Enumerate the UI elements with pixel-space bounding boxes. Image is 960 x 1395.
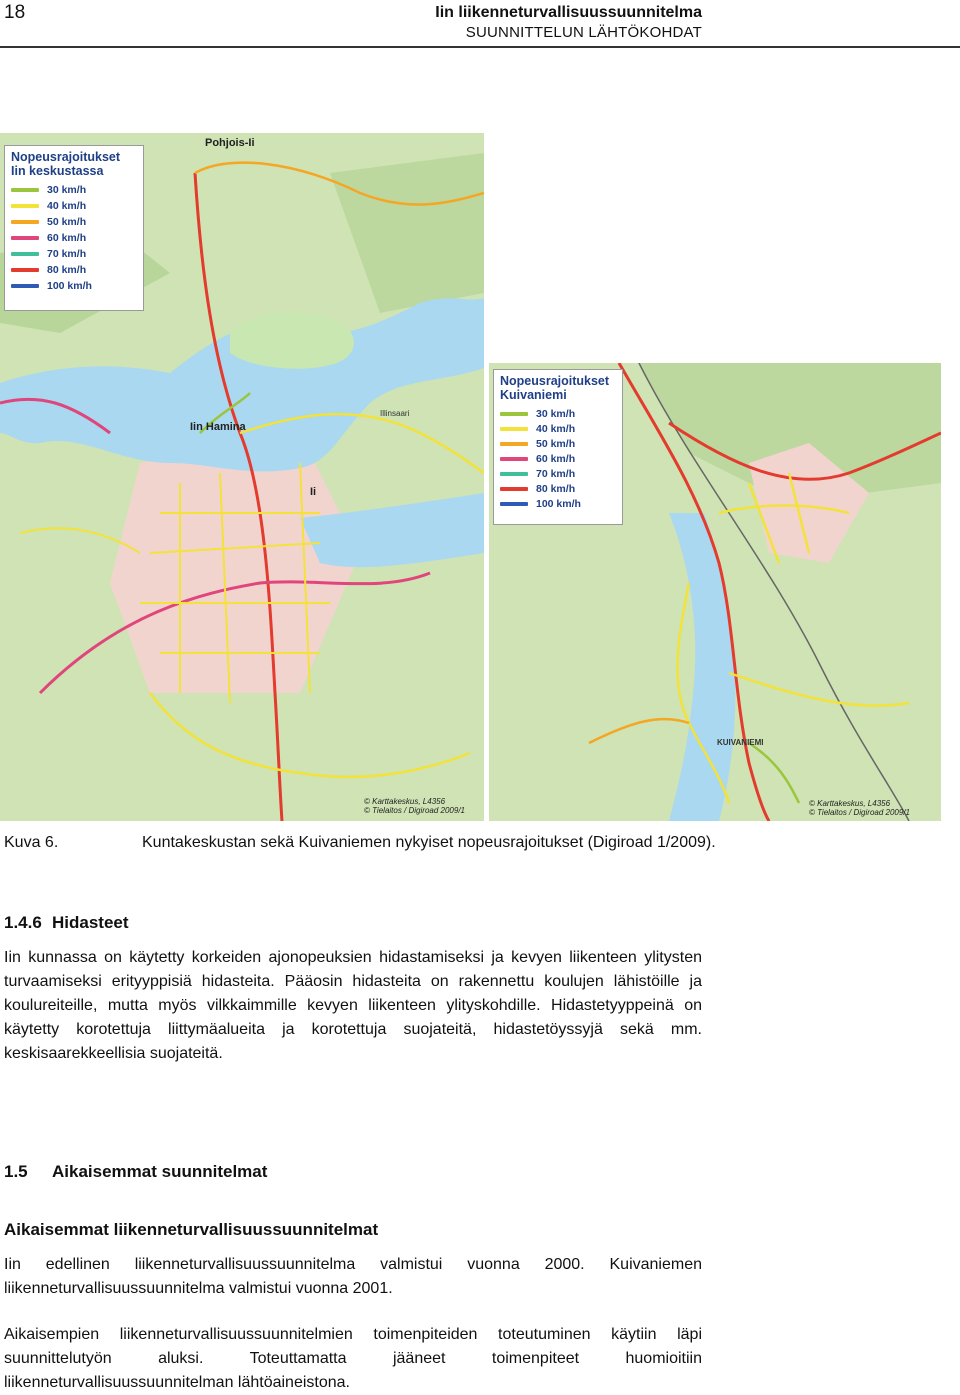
legend-label: 70 km/h bbox=[47, 248, 87, 260]
paragraph-hidasteet bbox=[4, 946, 702, 1066]
legend-ii bbox=[4, 145, 144, 311]
legend-label: 40 km/h bbox=[536, 422, 576, 435]
copyright-line: © Tielaitos / Digiroad 2009/1 bbox=[809, 808, 910, 817]
legend-kuivaniemi bbox=[493, 369, 623, 525]
place-label: Pohjois-Ii bbox=[205, 137, 255, 149]
legend-swatch bbox=[500, 442, 528, 446]
legend-label: 60 km/h bbox=[47, 232, 87, 244]
copyright-line: © Karttakeskus, L4356 bbox=[809, 799, 891, 808]
paragraph-review bbox=[4, 1323, 702, 1395]
section-title: Aikaisemmat suunnitelmat bbox=[52, 1162, 268, 1181]
legend-swatch bbox=[11, 236, 39, 240]
paragraph-previous-plans bbox=[4, 1253, 702, 1301]
paragraph-text: Aikaisempien liikenneturvallisuussuunnitelmien toimenpiteiden toteutuminen käytiin läpi suunnittelutyön aluksi. Toteuttamatta jääneet toimenpiteet huomioitiin liikenneturvallisuussuunnitelman lähtöaineistona. bbox=[4, 1326, 702, 1391]
place-label: Iin Hamina bbox=[190, 421, 246, 433]
legend-label: 50 km/h bbox=[536, 437, 576, 450]
legend-label: 60 km/h bbox=[536, 452, 576, 465]
legend-label: 80 km/h bbox=[47, 264, 87, 276]
caption-label: Kuva 6. bbox=[4, 834, 59, 851]
legend-swatch bbox=[500, 457, 528, 461]
map-copyright bbox=[809, 799, 910, 817]
legend-swatch bbox=[500, 472, 528, 476]
copyright-line: © Tielaitos / Digiroad 2009/1 bbox=[364, 806, 465, 815]
document-subtitle: SUUNNITTELUN LÄHTÖKOHDAT bbox=[465, 24, 702, 41]
legend-label: 100 km/h bbox=[47, 280, 92, 292]
place-label: KUIVANIEMI bbox=[717, 738, 764, 747]
legend-title-line2: Kuivaniemi bbox=[500, 388, 567, 402]
page-number: 18 bbox=[4, 2, 26, 23]
section-number: 1.5 bbox=[4, 1162, 28, 1181]
legend-swatch bbox=[11, 188, 39, 192]
legend-swatch bbox=[11, 268, 39, 272]
caption-text: Kuntakeskustan sekä Kuivaniemen nykyiset nopeusrajoitukset (Digiroad 1/2009). bbox=[142, 834, 716, 851]
place-label: Illinsaari bbox=[380, 409, 410, 418]
map-kuivaniemi bbox=[489, 363, 941, 821]
legend-swatch bbox=[11, 220, 39, 224]
section-heading-hidasteet bbox=[4, 913, 129, 933]
legend-swatch bbox=[500, 427, 528, 431]
legend-label: 30 km/h bbox=[536, 407, 576, 420]
paragraph-text: Iin kunnassa on käytetty korkeiden ajonopeuksien hidastamiseksi ja kevyen liikenteen ylitysten turvaamiseksi erityyppisiä hidasteita. Pääosin hidasteita on rakennettu koulujen lähistöille ja koulureiteille, mutta myös vilkkaimmille kevyen liikenteen ylityskohdille. Hidastetyyppeinä on käytetty korotettuja liittymäalueita ja korotettuja suojateitä, hidastetöyssyjä sekä mm. keskisaarekkeellisia suojateitä. bbox=[4, 949, 702, 1062]
legend-swatch bbox=[11, 252, 39, 256]
section-title: Hidasteet bbox=[52, 913, 129, 932]
legend-label: 30 km/h bbox=[47, 184, 87, 196]
legend-swatch bbox=[11, 284, 39, 288]
figure-caption bbox=[4, 834, 716, 852]
place-label: Ii bbox=[310, 486, 317, 498]
legend-title-line1: Nopeusrajoitukset bbox=[11, 150, 121, 164]
legend-swatch bbox=[500, 487, 528, 491]
paragraph-text: Iin edellinen liikenneturvallisuussuunnitelma valmistui vuonna 2000. Kuivaniemen liikenneturvallisuussuunnitelma valmistui vuonna 2001. bbox=[4, 1256, 702, 1297]
legend-title-line2: Iin keskustassa bbox=[11, 164, 104, 178]
header-divider bbox=[0, 46, 960, 48]
document-title: Iin liikenneturvallisuussuunnitelma bbox=[435, 4, 702, 21]
map-ii-center bbox=[0, 133, 484, 821]
legend-label: 70 km/h bbox=[536, 467, 576, 480]
legend-label: 80 km/h bbox=[536, 482, 576, 495]
legend-label: 40 km/h bbox=[47, 200, 87, 212]
legend-label: 100 km/h bbox=[536, 497, 581, 510]
legend-label: 50 km/h bbox=[47, 216, 87, 228]
map-copyright bbox=[364, 797, 465, 815]
legend-swatch bbox=[11, 204, 39, 208]
section-heading-aikaisemmat bbox=[4, 1162, 267, 1182]
legend-swatch bbox=[500, 502, 528, 506]
section-number: 1.4.6 bbox=[4, 913, 42, 932]
legend-title-line1: Nopeusrajoitukset bbox=[500, 374, 610, 388]
legend-swatch bbox=[500, 412, 528, 416]
copyright-line: © Karttakeskus, L4356 bbox=[364, 797, 446, 806]
subheading-aikaisemmat-lts: Aikaisemmat liikenneturvallisuussuunnitelmat bbox=[4, 1220, 379, 1239]
